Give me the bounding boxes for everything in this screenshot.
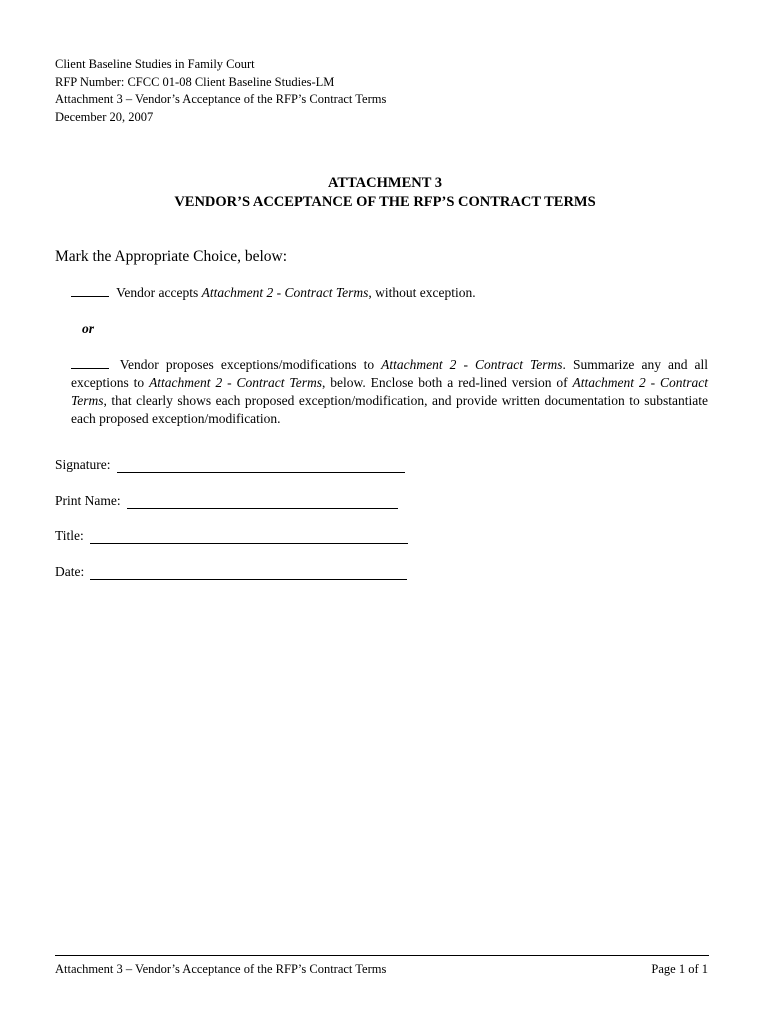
footer-page-number: Page 1 of 1	[651, 962, 708, 976]
title-label: Title:	[55, 528, 84, 543]
choice-accept	[71, 285, 476, 301]
print-name-label: Print Name:	[55, 493, 121, 508]
print-name-field	[55, 493, 398, 509]
choice-accept-italic: Attachment 2 - Contract Terms	[201, 285, 369, 300]
choice-accept-text-post: , without exception.	[368, 285, 476, 300]
date-label: Date:	[55, 564, 85, 579]
footer-divider	[55, 955, 709, 956]
footer-attachment-title: Attachment 3 – Vendor’s Acceptance of the RFP’s Contract Terms	[55, 962, 387, 976]
choice-exceptions-text-4: , that clearly shows each proposed exception/modification, and provide written documentation to substantiate each proposed exception/modification.	[71, 393, 708, 426]
choice-accept-text-pre: Vendor accepts	[113, 285, 202, 300]
title-line[interactable]	[90, 529, 408, 544]
instruction-text: Mark the Appropriate Choice, below:	[55, 248, 288, 265]
choice-exceptions-italic-1: Attachment 2 - Contract Terms	[381, 357, 563, 372]
choice-exceptions-italic-2: Attachment 2 - Contract Terms	[149, 375, 322, 390]
date-field	[55, 564, 407, 580]
header-rfp-number: RFP Number: CFCC 01-08 Client Baseline Studies-LM	[55, 74, 335, 89]
choice-exceptions-text-3: , below. Enclose both a red-lined version of	[321, 375, 573, 390]
choice-exceptions	[71, 356, 708, 428]
choice-exceptions-text-2: . Summarize any and all exceptions to	[71, 357, 708, 390]
choice-exceptions-italic-3: Attachment 2 - Contract Terms	[71, 375, 709, 408]
signature-field	[55, 457, 405, 473]
signature-line[interactable]	[117, 458, 405, 473]
choice-exceptions-text-1: Vendor proposes exceptions/modifications to	[113, 357, 382, 372]
print-name-line[interactable]	[127, 494, 398, 509]
title-attachment-number: ATTACHMENT 3	[328, 175, 442, 191]
header-project-name: Client Baseline Studies in Family Court	[55, 57, 255, 71]
or-label: or	[82, 321, 95, 336]
document-title	[0, 174, 770, 212]
title-attachment-name: VENDOR’S ACCEPTANCE OF THE RFP’S CONTRACT TERMS	[174, 194, 596, 210]
date-line[interactable]	[90, 565, 407, 580]
document-header	[55, 56, 386, 126]
choice-accept-blank[interactable]	[71, 285, 109, 297]
choice-exceptions-blank[interactable]	[71, 357, 109, 369]
header-attachment-title: Attachment 3 – Vendor’s Acceptance of the RFP’s Contract Terms	[55, 92, 387, 106]
signature-label: Signature:	[55, 457, 111, 472]
title-field	[55, 528, 408, 544]
header-date: December 20, 2007	[55, 109, 154, 124]
